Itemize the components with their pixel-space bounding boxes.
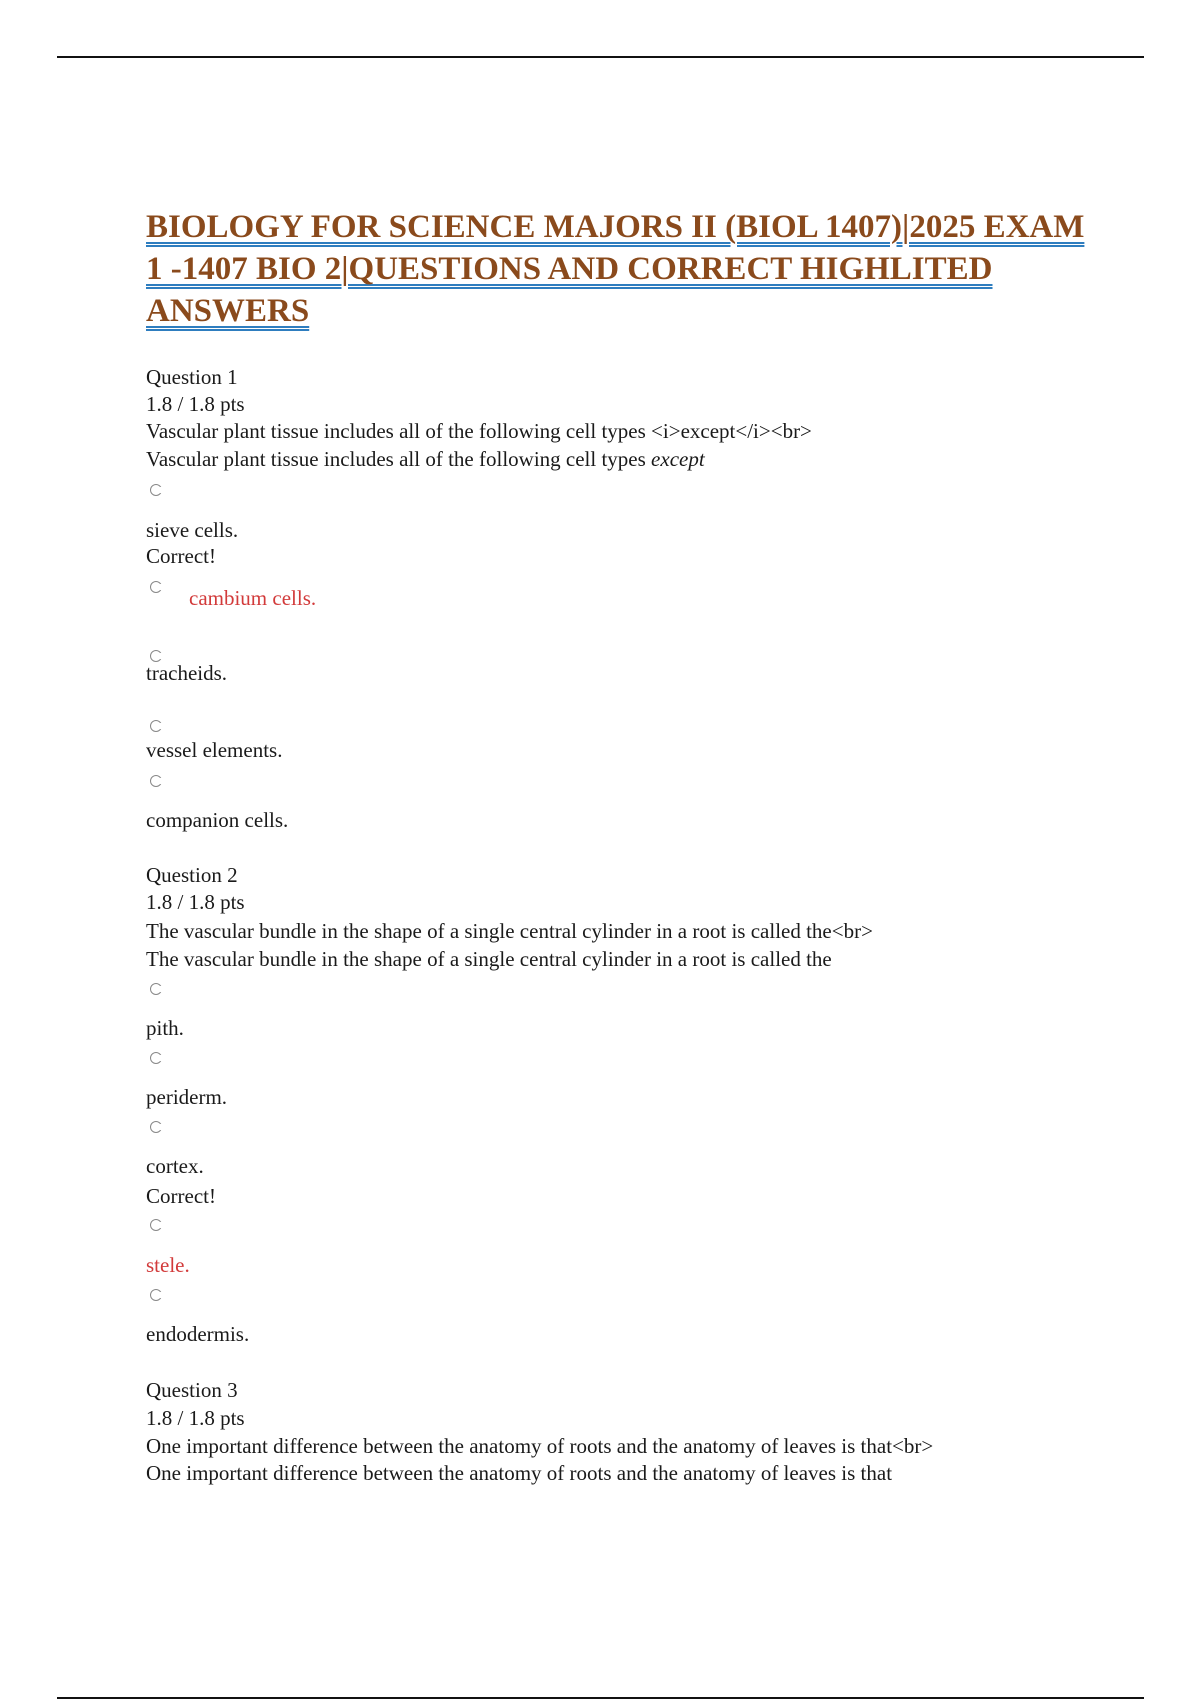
q2-option-radio[interactable] xyxy=(150,1121,162,1133)
q1-option-tracheids: tracheids. xyxy=(146,661,228,685)
question-3-points: 1.8 / 1.8 pts xyxy=(146,1406,245,1430)
question-2-points: 1.8 / 1.8 pts xyxy=(146,890,245,914)
question-2-prompt-raw: The vascular bundle in the shape of a single central cylinder in a root is called the<br> xyxy=(146,919,873,943)
q2-option-radio[interactable] xyxy=(150,983,162,995)
q2-option-radio[interactable] xyxy=(150,1052,162,1064)
question-2-prompt: The vascular bundle in the shape of a single central cylinder in a root is called the xyxy=(146,947,832,971)
q2-correct-label: Correct! xyxy=(146,1184,216,1208)
question-1-prompt-raw: Vascular plant tissue includes all of the following cell types <i>except</i><br> xyxy=(146,419,812,443)
top-rule xyxy=(57,56,1144,58)
q1-option-companion-cells: companion cells. xyxy=(146,808,289,832)
q1-option-cambium-cells: cambium cells. xyxy=(189,586,317,610)
question-3-heading: Question 3 xyxy=(146,1378,238,1402)
question-1-prompt-emphasis: except xyxy=(651,447,705,471)
q2-option-stele: stele. xyxy=(146,1253,190,1277)
q1-option-radio[interactable] xyxy=(150,775,162,787)
q1-option-radio[interactable] xyxy=(150,484,162,496)
question-1-prompt: Vascular plant tissue includes all of the following cell types except xyxy=(146,447,705,471)
question-1-heading: Question 1 xyxy=(146,365,238,389)
q2-option-radio[interactable] xyxy=(150,1289,162,1301)
q1-option-vessel-elements: vessel elements. xyxy=(146,738,283,762)
document-title: BIOLOGY FOR SCIENCE MAJORS II (BIOL 1407)|2025 EXAM 1 -1407 BIO 2|QUESTIONS AND CORRECT HIGHLITED ANSWERS xyxy=(146,209,1085,329)
bottom-rule xyxy=(57,1697,1144,1699)
q1-option-radio[interactable] xyxy=(150,720,162,732)
question-3-prompt: One important difference between the anatomy of roots and the anatomy of leaves is that xyxy=(146,1461,893,1485)
q2-option-pith: pith. xyxy=(146,1016,184,1040)
q2-option-radio[interactable] xyxy=(150,1219,162,1231)
q1-option-sieve-cells: sieve cells. xyxy=(146,518,239,542)
question-3-prompt-raw: One important difference between the anatomy of roots and the anatomy of leaves is that<br> xyxy=(146,1434,934,1458)
q2-option-cortex: cortex. xyxy=(146,1154,204,1178)
q1-option-radio[interactable] xyxy=(150,581,162,593)
question-2-heading: Question 2 xyxy=(146,863,238,887)
q1-correct-label: Correct! xyxy=(146,544,216,568)
question-1-points: 1.8 / 1.8 pts xyxy=(146,392,245,416)
q2-option-endodermis: endodermis. xyxy=(146,1322,250,1346)
q2-option-periderm: periderm. xyxy=(146,1085,228,1109)
